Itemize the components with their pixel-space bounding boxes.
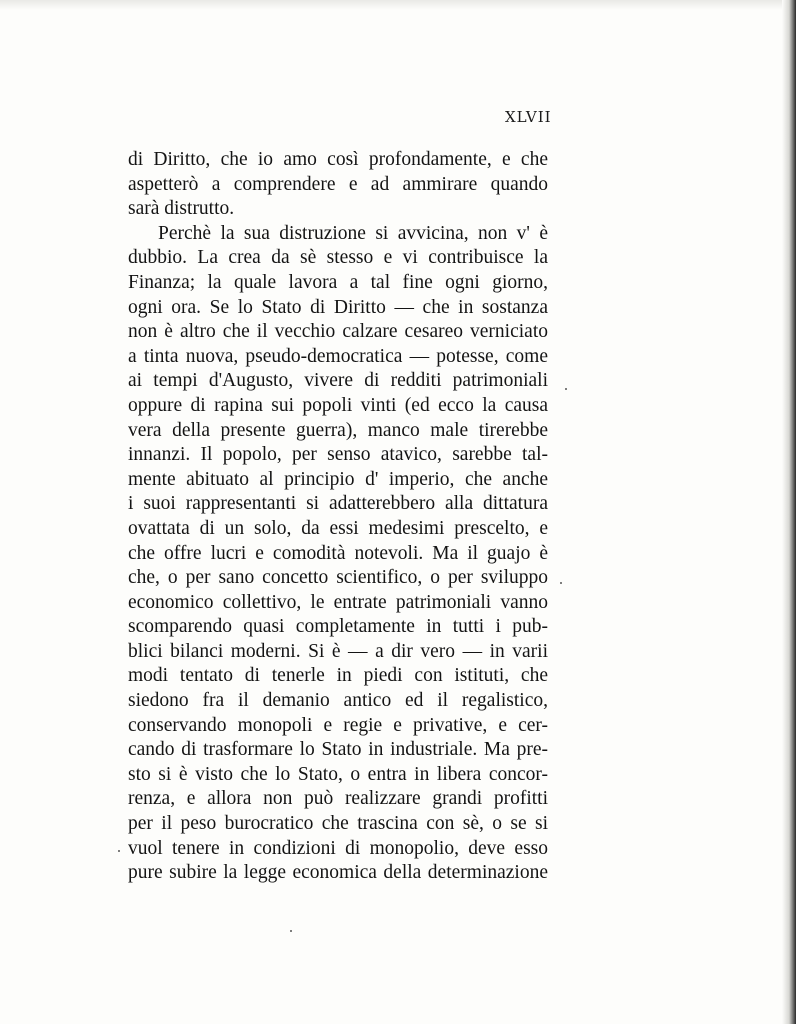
paragraph-1: [128, 148, 548, 222]
text-line: vera della presente guerra), manco male tirerebbe: [128, 419, 548, 441]
text-line: blici bilanci moderni. Si è — a dir vero — in varii: [128, 640, 548, 662]
text-line: che offre lucri e comodità notevoli. Ma il guajo è: [128, 542, 548, 564]
page-right-edge-shadow: [782, 0, 796, 1024]
text-line: ai tempi d'Augusto, vivere di redditi patrimoniali: [128, 370, 548, 392]
text-line: mente abituato al principio d' imperio, che anche: [128, 468, 548, 490]
text-line: ogni ora. Se lo Stato di Diritto — che in sostanza: [128, 296, 548, 318]
text-line: non è altro che il vecchio calzare cesareo verniciato: [128, 321, 548, 343]
scan-speck: [290, 930, 292, 932]
text-line: economico collettivo, le entrate patrimoniali vanno: [128, 591, 548, 613]
text-line: oppure di rapina sui popoli vinti (ed ecco la causa: [128, 394, 548, 416]
paragraph-2: [128, 222, 548, 886]
text-line: aspetterò a comprendere e ad ammirare quando: [128, 173, 548, 195]
text-line: pure subire la legge economica della determinazione: [128, 862, 548, 884]
scan-speck: [560, 582, 562, 584]
text-line: innanzi. Il popolo, per senso atavico, sarebbe tal-: [128, 444, 548, 466]
text-line: dubbio. La crea da sè stesso e vi contribuisce la: [128, 247, 548, 269]
text-line: Perchè la sua distruzione si avvicina, non v' è: [158, 222, 548, 244]
text-line: sto si è visto che lo Stato, o entra in libera concor-: [128, 763, 548, 785]
text-line: per il peso burocratico che trascina con sè, o se si: [128, 813, 548, 835]
text-line: a tinta nuova, pseudo-democratica — potesse, come: [128, 345, 548, 367]
text-line: vuol tenere in condizioni di monopolio, deve esso: [128, 837, 548, 859]
page-top-edge: [0, 0, 796, 10]
text-line: di Diritto, che io amo così profondamente, e che: [128, 149, 548, 170]
scan-speck: [565, 388, 567, 390]
text-line: modi tentato di tenerle in piedi con istituti, che: [128, 665, 548, 687]
text-line: conservando monopoli e regie e privative, e cer-: [128, 714, 548, 736]
text-line: ovattata di un solo, da essi medesimi prescelto, e: [128, 517, 548, 539]
text-line: siedono fra il demanio antico ed il regalistico,: [128, 690, 548, 712]
text-line: Finanza; la quale lavora a tal fine ogni giorno,: [128, 271, 548, 293]
text-line: i suoi rappresentanti si adatterebbero alla dittatura: [128, 493, 548, 515]
body-text: [128, 148, 548, 886]
scan-speck: [118, 850, 120, 852]
page-number: XLVII: [505, 108, 552, 126]
text-line: che, o per sano concetto scientifico, o per sviluppo: [128, 567, 548, 589]
text-line: sarà distrutto.: [128, 198, 235, 220]
text-line: renza, e allora non può realizzare grandi profitti: [128, 788, 548, 810]
text-line: cando di trasformare lo Stato in industriale. Ma pre-: [128, 739, 548, 761]
text-line: scomparendo quasi completamente in tutti i pub-: [128, 616, 548, 638]
